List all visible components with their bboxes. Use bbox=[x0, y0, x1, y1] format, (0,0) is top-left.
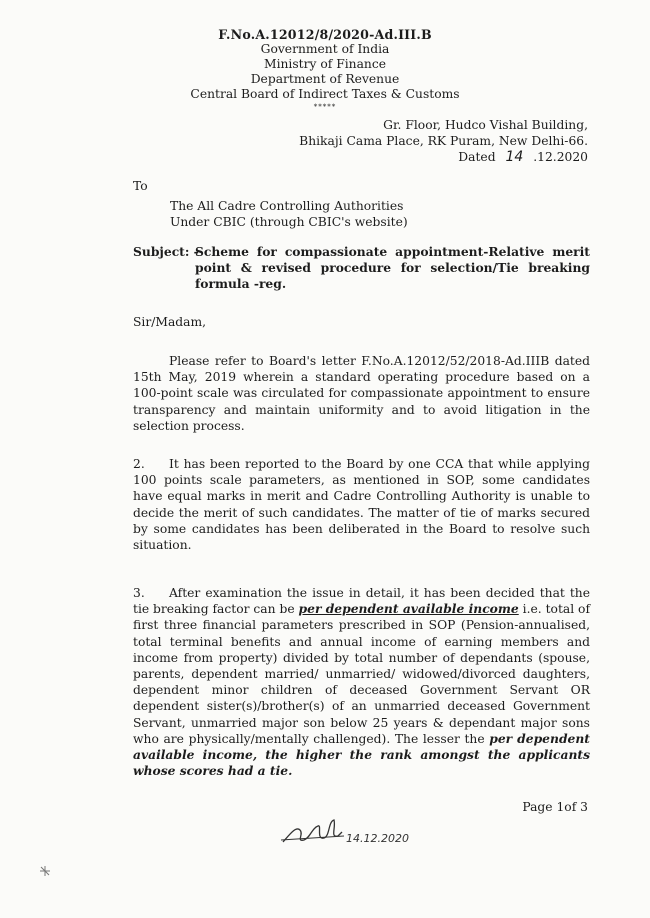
paragraph-3-emphasis-underlined: per dependent available income bbox=[298, 601, 519, 617]
handwritten-signature bbox=[278, 814, 418, 850]
paragraph-3 bbox=[133, 585, 590, 779]
subject-label: Subject: - bbox=[133, 244, 199, 259]
paragraph-2-number: 2. bbox=[133, 457, 145, 471]
header-board: Central Board of Indirect Taxes & Customs bbox=[190, 87, 460, 101]
paragraph-2-text: It has been reported to the Board by one CCA that while applying 100 points scale parameters, as mentioned in SOP, some candidates have equal marks in merit and Cadre Controlling Authority is unable to decide the merit of such candidates. The matter of tie of marks secured by some candidates has been deliberated in the Board to resolve such situation. bbox=[133, 457, 590, 553]
paragraph-1: Please refer to Board's letter F.No.A.12012/52/2018-Ad.IIIB dated 15th May, 2019 wherein a standard operating procedure based on a 100-point scale was circulated for compassionate appointment to ensure transparency and maintain uniformity and to avoid litigation in the selection process. bbox=[133, 354, 590, 433]
signature-date: 14.12.2020 bbox=[346, 832, 409, 845]
paragraph-3-text-a: After examination the issue in detail, it has been decided that the tie breaking factor can be bbox=[133, 586, 590, 617]
dated-line bbox=[458, 149, 588, 165]
paragraph-3-number: 3. bbox=[133, 586, 145, 600]
header-separator: ***** bbox=[313, 103, 337, 111]
header-ministry: Ministry of Finance bbox=[263, 57, 387, 71]
dated-day-handwritten: 14 bbox=[505, 149, 524, 165]
paragraph-3-text-b: i.e. total of first three financial parameters prescribed in SOP (Pension-annualised, total terminal benefits and annual income of earning members and income from property) divided by total number of dependants (spouse, parents, dependent married/ unmarried/ widowed/divorced daughters, dependent minor children of deceased Government Servant OR dependent sister(s)/brother(s) of an unmarried deceased Government Servant, unmarried major son below 25 years & dependant major sons who are physically/mentally challenged). The lesser the bbox=[133, 602, 591, 746]
page-number: Page 1of 3 bbox=[522, 800, 588, 814]
header-government: Government of India bbox=[260, 42, 390, 56]
paragraph-3-emphasis: per dependent available income, the higher the rank amongst the applicants whose scores had a tie. bbox=[133, 730, 590, 779]
header-department: Department of Revenue bbox=[250, 72, 400, 86]
to-label: To bbox=[133, 179, 148, 193]
salutation: Sir/Madam, bbox=[133, 315, 207, 329]
scan-speck-icon bbox=[38, 864, 52, 878]
address-line-2: Bhikaji Cama Place, RK Puram, New Delhi-66. bbox=[299, 134, 588, 148]
paragraph-2 bbox=[133, 456, 590, 553]
recipient-line-2: Under CBIC (through CBIC's website) bbox=[170, 215, 408, 229]
recipient-line-1: The All Cadre Controlling Authorities bbox=[170, 199, 404, 213]
dated-label: Dated bbox=[458, 150, 496, 164]
file-number: F.No.A.12012/8/2020-Ad.III.B bbox=[218, 27, 432, 42]
dated-month-year: .12.2020 bbox=[533, 150, 588, 164]
subject-text: Scheme for compassionate appointment-Relative merit point & revised procedure for selection/Tie breaking formula -reg. bbox=[195, 244, 590, 291]
address-line-1: Gr. Floor, Hudco Vishal Building, bbox=[383, 118, 588, 132]
